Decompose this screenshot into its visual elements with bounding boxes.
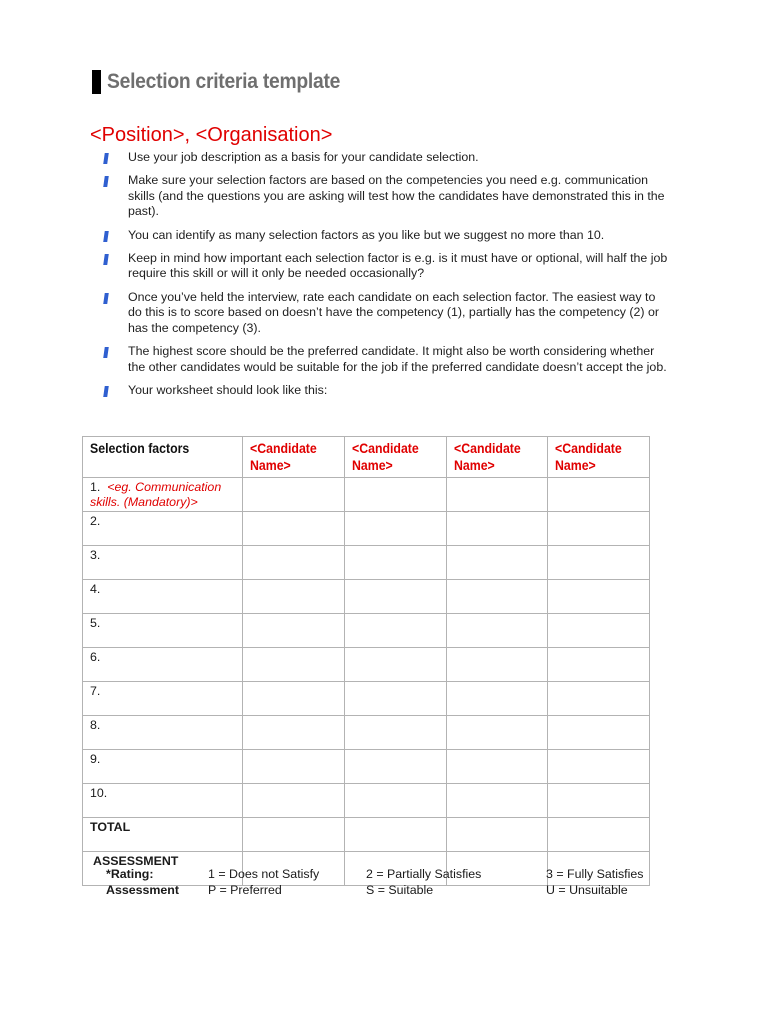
score-cell[interactable] bbox=[548, 512, 650, 546]
score-cell[interactable] bbox=[344, 682, 446, 716]
bullet-icon bbox=[103, 293, 109, 304]
score-cell[interactable] bbox=[344, 478, 446, 512]
factor-label[interactable]: 2. bbox=[83, 512, 243, 546]
score-cell[interactable] bbox=[344, 580, 446, 614]
instruction-text: Once you’ve held the interview, rate each candidate on each selection factor. The easiest way to do this is to score based on doesn’t have the competency (1), partially has the competency (2) or has the competency (3). bbox=[128, 289, 660, 335]
factor-label[interactable]: 9. bbox=[83, 750, 243, 784]
score-cell[interactable] bbox=[243, 478, 345, 512]
instruction-item bbox=[104, 150, 669, 166]
bullet-icon bbox=[103, 254, 109, 265]
score-cell[interactable] bbox=[548, 580, 650, 614]
table-row bbox=[83, 614, 650, 648]
factor-label[interactable]: 3. bbox=[83, 546, 243, 580]
score-cell[interactable] bbox=[548, 478, 650, 512]
rating-label: *Rating: bbox=[106, 867, 154, 881]
assessment-value: S = Suitable bbox=[366, 883, 434, 897]
instruction-item bbox=[104, 251, 669, 282]
table-row bbox=[83, 750, 650, 784]
score-cell[interactable] bbox=[446, 716, 548, 750]
score-cell[interactable] bbox=[243, 614, 345, 648]
header-candidate-name: <Candidate Name> bbox=[446, 437, 548, 478]
assessment-value: U = Unsuitable bbox=[546, 883, 628, 897]
bullet-icon bbox=[103, 176, 109, 187]
title-bar-marker bbox=[92, 70, 101, 94]
score-cell[interactable] bbox=[446, 546, 548, 580]
score-cell[interactable] bbox=[446, 478, 548, 512]
table-row bbox=[83, 546, 650, 580]
factor-example: <eg. Communication skills. (Mandatory)> bbox=[90, 480, 222, 509]
rating-value: 3 = Fully Satisfies bbox=[546, 867, 644, 881]
score-cell[interactable] bbox=[344, 716, 446, 750]
total-label: TOTAL bbox=[83, 818, 243, 852]
assessment-value: P = Preferred bbox=[208, 883, 282, 897]
score-cell[interactable] bbox=[446, 648, 548, 682]
factor-label[interactable]: 8. bbox=[83, 716, 243, 750]
document-title: Selection criteria template bbox=[107, 70, 341, 93]
score-cell[interactable] bbox=[548, 546, 650, 580]
instruction-text: Your worksheet should look like this: bbox=[128, 382, 328, 397]
position-organisation-heading: <Position>, <Organisation> bbox=[90, 124, 333, 146]
score-cell[interactable] bbox=[243, 580, 345, 614]
total-cell[interactable] bbox=[344, 818, 446, 852]
factor-label[interactable]: 4. bbox=[83, 580, 243, 614]
selection-worksheet-table bbox=[82, 436, 650, 886]
instruction-item bbox=[104, 344, 669, 375]
score-cell[interactable] bbox=[243, 512, 345, 546]
factor-label[interactable]: 7. bbox=[83, 682, 243, 716]
factor-number: 1. bbox=[90, 480, 101, 494]
total-cell[interactable] bbox=[243, 818, 345, 852]
instruction-text: Keep in mind how important each selection factor is e.g. is it must have or optional, will half the job require this skill or will it only be needed occasionally? bbox=[128, 250, 668, 281]
bullet-icon bbox=[103, 153, 109, 164]
score-cell[interactable] bbox=[243, 750, 345, 784]
score-cell[interactable] bbox=[344, 784, 446, 818]
table-row bbox=[83, 716, 650, 750]
instruction-text: You can identify as many selection factors as you like but we suggest no more than 10. bbox=[128, 227, 605, 242]
instruction-list bbox=[104, 150, 669, 406]
bullet-icon bbox=[103, 231, 109, 242]
instruction-text: The highest score should be the preferred candidate. It might also be worth considering whether the other candidates would be suitable for the job if the preferred candidate doesn’t accept the job. bbox=[128, 343, 667, 374]
score-cell[interactable] bbox=[446, 614, 548, 648]
factor-label[interactable]: 6. bbox=[83, 648, 243, 682]
table-row bbox=[83, 478, 650, 512]
score-cell[interactable] bbox=[548, 682, 650, 716]
score-cell[interactable] bbox=[344, 648, 446, 682]
factor-label[interactable] bbox=[83, 478, 243, 512]
score-cell[interactable] bbox=[243, 682, 345, 716]
score-cell[interactable] bbox=[243, 784, 345, 818]
header-selection-factors: Selection factors bbox=[83, 437, 243, 478]
bullet-icon bbox=[103, 386, 109, 397]
score-cell[interactable] bbox=[344, 512, 446, 546]
table-row bbox=[83, 512, 650, 546]
score-cell[interactable] bbox=[243, 648, 345, 682]
rating-value: 2 = Partially Satisfies bbox=[366, 867, 482, 881]
rating-legend-row bbox=[106, 866, 666, 882]
table-row bbox=[83, 580, 650, 614]
total-cell[interactable] bbox=[548, 818, 650, 852]
instruction-text: Make sure your selection factors are based on the competencies you need e.g. communication skills (and the questions you are asking will test how the candidates have demonstrated this in the past). bbox=[128, 173, 665, 219]
instruction-item bbox=[104, 228, 669, 244]
table-row bbox=[83, 648, 650, 682]
total-cell[interactable] bbox=[446, 818, 548, 852]
table-header-row bbox=[83, 437, 650, 478]
instruction-item bbox=[104, 290, 669, 337]
bullet-icon bbox=[103, 347, 109, 358]
factor-label[interactable]: 5. bbox=[83, 614, 243, 648]
instruction-text: Use your job description as a basis for your candidate selection. bbox=[128, 150, 479, 164]
factor-label[interactable]: 10. bbox=[83, 784, 243, 818]
score-cell[interactable] bbox=[548, 648, 650, 682]
score-cell[interactable] bbox=[344, 750, 446, 784]
assessment-legend-row bbox=[106, 882, 666, 898]
header-candidate-name: <Candidate Name> bbox=[243, 437, 345, 478]
rating-value: 1 = Does not Satisfy bbox=[208, 867, 320, 881]
score-cell[interactable] bbox=[446, 784, 548, 818]
score-cell[interactable] bbox=[446, 512, 548, 546]
score-cell[interactable] bbox=[446, 682, 548, 716]
score-cell[interactable] bbox=[243, 546, 345, 580]
header-candidate-name: <Candidate Name> bbox=[548, 437, 650, 478]
instruction-item bbox=[104, 383, 669, 399]
assessment-label: ASSESSMENT bbox=[83, 852, 243, 886]
document-title-row bbox=[92, 70, 360, 94]
header-candidate-name: <Candidate Name> bbox=[344, 437, 446, 478]
table-row bbox=[83, 682, 650, 716]
score-cell[interactable] bbox=[344, 546, 446, 580]
score-cell[interactable] bbox=[446, 750, 548, 784]
total-row bbox=[83, 818, 650, 852]
score-cell[interactable] bbox=[548, 784, 650, 818]
score-cell[interactable] bbox=[548, 614, 650, 648]
score-cell[interactable] bbox=[344, 614, 446, 648]
score-cell[interactable] bbox=[446, 580, 548, 614]
score-cell[interactable] bbox=[548, 716, 650, 750]
instruction-item bbox=[104, 173, 669, 220]
score-cell[interactable] bbox=[243, 716, 345, 750]
score-cell[interactable] bbox=[548, 750, 650, 784]
rating-legend bbox=[106, 866, 666, 898]
table-row bbox=[83, 784, 650, 818]
assessment-legend-label: Assessment bbox=[106, 883, 180, 897]
